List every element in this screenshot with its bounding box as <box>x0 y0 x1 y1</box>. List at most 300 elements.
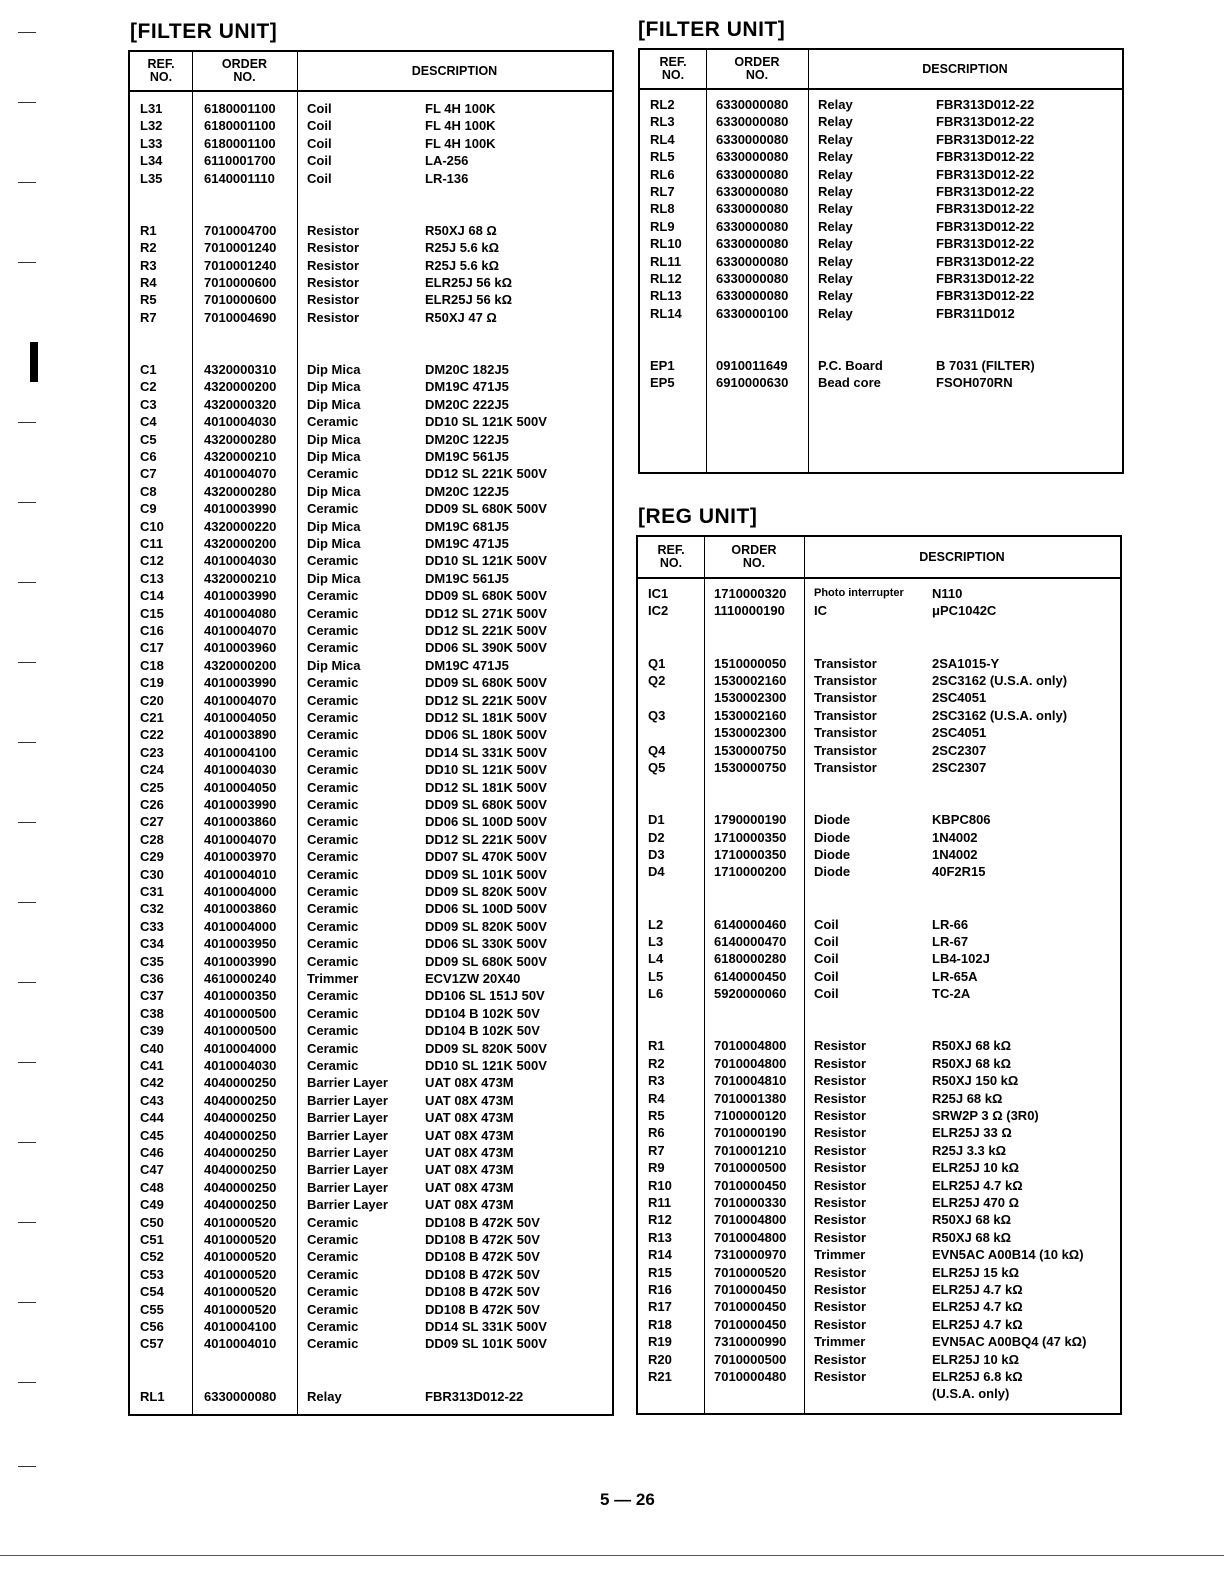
table-row <box>640 287 1122 304</box>
table-row <box>130 1040 612 1057</box>
ref-no: C37 <box>140 988 164 1004</box>
ref-no: C38 <box>140 1005 164 1021</box>
ref-no: C27 <box>140 814 164 830</box>
table-row <box>640 113 1122 130</box>
ref-no: D4 <box>648 864 665 880</box>
part-spec: UAT 08X 473M <box>425 1197 514 1213</box>
part-spec: DD12 SL 271K 500V <box>425 605 547 621</box>
ref-no: RL7 <box>650 184 675 199</box>
ref-no: L31 <box>140 101 163 116</box>
part-type: Coil <box>814 986 839 1002</box>
order-no: 4010000500 <box>204 1023 277 1039</box>
part-type: Resistor <box>307 222 360 238</box>
ref-no: C30 <box>140 866 164 882</box>
ref-no: C39 <box>140 1023 164 1039</box>
order-no: 4040000250 <box>204 1179 277 1195</box>
ref-no: C22 <box>140 727 164 743</box>
table-row <box>638 1142 1120 1159</box>
order-no: 7010000480 <box>714 1369 787 1384</box>
order-no: 4320000210 <box>204 570 277 586</box>
table-row <box>130 744 612 761</box>
table-row <box>130 257 612 274</box>
order-no: 6140000460 <box>714 916 787 932</box>
ref-no: C47 <box>140 1162 164 1178</box>
ref-no: R2 <box>140 240 157 256</box>
table-row <box>130 639 612 656</box>
table-row <box>638 724 1120 741</box>
order-no: 1510000050 <box>714 655 787 671</box>
table-row <box>640 357 1122 374</box>
order-no: 4320000200 <box>204 379 277 395</box>
table-row <box>638 829 1120 846</box>
part-type: P.C. Board <box>818 358 883 373</box>
part-type: Ceramic <box>307 831 359 847</box>
table-row <box>130 1301 612 1318</box>
order-no: 4010003860 <box>204 901 277 917</box>
order-no: 7010000520 <box>714 1264 787 1280</box>
order-no: 4010000350 <box>204 988 277 1004</box>
part-spec: ELR25J 4.7 kΩ <box>932 1316 1023 1332</box>
part-spec: DD09 SL 680K 500V <box>425 501 547 517</box>
table-row <box>638 637 1120 654</box>
order-no: 1530002160 <box>714 707 787 723</box>
table-row <box>638 1351 1120 1368</box>
table-row <box>638 1020 1120 1037</box>
table-row <box>130 518 612 535</box>
part-spec: DD09 SL 680K 500V <box>425 953 547 969</box>
part-type: Ceramic <box>307 1284 359 1300</box>
part-spec: FBR313D012-22 <box>936 201 1035 217</box>
order-no: 4320000310 <box>204 362 277 377</box>
table-row <box>638 898 1120 915</box>
ref-no: RL10 <box>650 236 682 252</box>
ref-no: C52 <box>140 1249 164 1265</box>
right-filter-title: [FILTER UNIT] <box>638 18 786 41</box>
part-type: Resistor <box>814 1177 867 1193</box>
order-no: 4010004100 <box>204 744 277 760</box>
table-row <box>130 378 612 395</box>
ref-no: C3 <box>140 396 157 412</box>
ref-no: C24 <box>140 762 164 778</box>
table-row <box>130 1127 612 1144</box>
ref-no: C16 <box>140 623 164 638</box>
table-row <box>130 1005 612 1022</box>
order-no: 6140000470 <box>714 934 787 949</box>
order-no: 4320000200 <box>204 657 277 673</box>
table-row <box>130 500 612 517</box>
ref-no: Q3 <box>648 707 666 723</box>
table-row <box>638 968 1120 985</box>
ref-no: L6 <box>648 986 664 1002</box>
part-type: Transistor <box>814 673 877 688</box>
table-row <box>130 987 612 1004</box>
ref-no: C53 <box>140 1266 164 1282</box>
part-spec: R25J 5.6 kΩ <box>425 257 500 273</box>
part-spec: DD09 SL 101K 500V <box>425 866 547 882</box>
part-type: Ceramic <box>307 918 359 934</box>
part-type: Relay <box>818 305 853 321</box>
ref-no: EP5 <box>650 375 675 391</box>
part-spec: LR-67 <box>932 934 969 949</box>
order-no: 4010003950 <box>204 936 277 952</box>
table-row <box>130 1335 612 1352</box>
table-row <box>638 1107 1120 1124</box>
part-spec: μPC1042C <box>932 603 997 619</box>
table-row <box>130 1388 612 1405</box>
left-filter-table <box>128 50 614 1416</box>
part-spec: FSOH070RN <box>936 375 1013 391</box>
table-row <box>130 1196 612 1213</box>
part-spec: UAT 08X 473M <box>425 1092 514 1108</box>
table-row <box>640 253 1122 270</box>
part-spec: DM19C 471J5 <box>425 536 509 551</box>
part-type: Ceramic <box>307 1214 359 1230</box>
order-no: 6180000280 <box>714 951 787 967</box>
order-no: 4320000220 <box>204 518 277 534</box>
table-row <box>130 291 612 308</box>
order-no: 1530000750 <box>714 742 787 758</box>
order-no: 6330000080 <box>716 97 789 112</box>
part-spec: DD06 SL 100D 500V <box>425 814 547 830</box>
table-row <box>638 620 1120 637</box>
part-spec: DD12 SL 181K 500V <box>425 779 547 795</box>
order-no: 1710000200 <box>714 864 787 880</box>
part-type: Resistor <box>814 1369 867 1384</box>
ref-no: RL12 <box>650 271 682 286</box>
order-no: 4040000250 <box>204 1092 277 1108</box>
part-spec: LR-136 <box>425 170 469 186</box>
ref-no: C48 <box>140 1179 164 1195</box>
part-spec: DD10 SL 121K 500V <box>425 762 547 778</box>
order-no: 6330000080 <box>716 236 789 252</box>
table-row <box>638 1316 1120 1333</box>
table-row <box>130 274 612 291</box>
ref-no: C49 <box>140 1197 164 1213</box>
part-type: Trimmer <box>814 1334 866 1350</box>
order-no: 4320000280 <box>204 431 277 447</box>
table-row <box>130 1353 612 1370</box>
table-row <box>638 811 1120 828</box>
order-no: 6180001100 <box>204 135 276 151</box>
ref-no: C23 <box>140 744 164 760</box>
part-spec: DM19C 471J5 <box>425 657 509 673</box>
order-no: 4040000250 <box>204 1162 277 1178</box>
order-no: 7010000600 <box>204 292 277 308</box>
part-spec: EVN5AC A00BQ4 (47 kΩ) <box>932 1334 1087 1350</box>
order-no: 4010004000 <box>204 884 277 899</box>
table-row <box>640 96 1122 113</box>
table-row <box>130 883 612 900</box>
part-spec: ELR25J 56 kΩ <box>425 292 513 308</box>
table-row <box>130 970 612 987</box>
order-no: 7010001210 <box>714 1142 787 1158</box>
table-row <box>638 776 1120 793</box>
table-row <box>638 602 1120 619</box>
ref-no: L2 <box>648 916 664 932</box>
part-spec: DD14 SL 331K 500V <box>425 1319 547 1334</box>
part-type: Relay <box>818 97 853 112</box>
part-type: Relay <box>307 1388 342 1404</box>
table-row <box>640 235 1122 252</box>
part-type: Coil <box>307 170 332 186</box>
table-row <box>130 813 612 830</box>
ref-no: R5 <box>648 1108 665 1123</box>
order-no: 4610000240 <box>204 971 277 986</box>
part-type: Diode <box>814 829 851 845</box>
part-spec: 2SC2307 <box>932 760 987 775</box>
ref-no: C34 <box>140 936 164 952</box>
ref-no: C14 <box>140 588 164 604</box>
part-type: IC <box>814 603 827 619</box>
table-row <box>638 916 1120 933</box>
table-row <box>130 344 612 361</box>
part-type: Resistor <box>814 1264 867 1280</box>
part-type: Ceramic <box>307 1005 359 1021</box>
order-no: 4010000520 <box>204 1266 277 1282</box>
table-row <box>130 413 612 430</box>
part-type: Coil <box>814 968 839 984</box>
ref-no: C32 <box>140 901 164 917</box>
order-no: 4040000250 <box>204 1110 277 1126</box>
part-spec: DD12 SL 221K 500V <box>425 623 547 638</box>
ref-no: R16 <box>648 1282 672 1297</box>
ref-no: L4 <box>648 951 664 967</box>
part-type: Coil <box>814 934 839 949</box>
table-row <box>130 309 612 326</box>
part-spec: ELR25J 33 Ω <box>932 1125 1012 1141</box>
table-row <box>130 431 612 448</box>
part-spec: R50XJ 150 kΩ <box>932 1073 1019 1089</box>
part-spec: EVN5AC A00B14 (10 kΩ) <box>932 1247 1084 1263</box>
order-no: 6330000080 <box>716 114 789 130</box>
ref-no: L5 <box>648 968 664 984</box>
order-no: 4010004030 <box>204 553 277 569</box>
table-row <box>638 672 1120 689</box>
table-row <box>638 742 1120 759</box>
ref-no: C55 <box>140 1301 164 1317</box>
ref-no: C7 <box>140 466 157 482</box>
part-type: Relay <box>818 149 853 165</box>
ref-no: R4 <box>140 275 157 290</box>
part-type: Resistor <box>307 309 360 325</box>
ref-no: RL14 <box>650 305 682 321</box>
part-spec: UAT 08X 473M <box>425 1075 514 1091</box>
ref-no: R11 <box>648 1195 672 1210</box>
table-row <box>640 374 1122 391</box>
table-row <box>638 1090 1120 1107</box>
order-no: 7310000990 <box>714 1334 787 1350</box>
order-no: 6180001100 <box>204 101 276 116</box>
ref-no: RL2 <box>650 97 675 112</box>
table-row <box>638 1159 1120 1176</box>
left-filter-title: [FILTER UNIT] <box>130 20 278 43</box>
table-row <box>638 1229 1120 1246</box>
order-no: 4010000520 <box>204 1249 277 1265</box>
table-row <box>130 117 612 134</box>
part-spec: DD12 SL 221K 500V <box>425 692 547 708</box>
order-no: 4010003990 <box>204 675 277 691</box>
ref-no: R7 <box>140 309 157 325</box>
part-type: Diode <box>814 812 851 828</box>
part-type: Relay <box>818 271 853 286</box>
order-no: 6140000450 <box>714 968 787 984</box>
ref-no: C17 <box>140 640 164 656</box>
ref-no: C13 <box>140 570 164 586</box>
table-row <box>130 1214 612 1231</box>
table-row <box>638 794 1120 811</box>
part-type: Dip Mica <box>307 431 361 447</box>
order-no: 6330000080 <box>716 184 789 199</box>
ref-no: C46 <box>140 1145 164 1160</box>
ref-no: IC2 <box>648 603 669 619</box>
order-no: 4010004070 <box>204 466 277 482</box>
order-no: 4010004000 <box>204 918 277 934</box>
table-row <box>130 465 612 482</box>
order-no: 4320000210 <box>204 449 277 464</box>
table-row <box>130 1283 612 1300</box>
table-row <box>638 1072 1120 1089</box>
ref-no: C25 <box>140 779 164 795</box>
part-spec: DD06 SL 330K 500V <box>425 936 547 952</box>
part-type: Resistor <box>814 1108 867 1123</box>
order-no: 4010004070 <box>204 831 277 847</box>
part-type: Barrier Layer <box>307 1075 388 1091</box>
part-type: Ceramic <box>307 1040 359 1056</box>
ref-no: C18 <box>140 657 164 673</box>
table-row <box>130 1266 612 1283</box>
ref-no: Q5 <box>648 760 666 775</box>
part-type: Dip Mica <box>307 362 361 377</box>
part-spec: FBR313D012-22 <box>936 149 1035 165</box>
part-spec: DD09 SL 680K 500V <box>425 588 547 604</box>
table-row <box>638 689 1120 706</box>
ref-no: C42 <box>140 1075 164 1091</box>
part-type: Relay <box>818 184 853 199</box>
part-spec: R50XJ 47 Ω <box>425 309 497 325</box>
part-type: Dip Mica <box>307 518 361 534</box>
ref-no: RL3 <box>650 114 675 130</box>
part-type: Resistor <box>814 1212 867 1228</box>
ref-no: L33 <box>140 135 163 151</box>
table-row <box>640 131 1122 148</box>
part-type: Ceramic <box>307 1023 359 1039</box>
part-spec: DD106 SL 151J 50V <box>425 988 545 1004</box>
part-type: Relay <box>818 236 853 252</box>
part-spec: FBR313D012-22 <box>936 131 1035 147</box>
part-type: Resistor <box>814 1055 867 1071</box>
part-spec: FBR313D012-22 <box>425 1388 524 1404</box>
table-row <box>130 866 612 883</box>
table-row <box>130 1161 612 1178</box>
ref-no: R15 <box>648 1264 672 1280</box>
part-type: Photo interrupter <box>814 587 904 599</box>
table-row <box>130 552 612 569</box>
table-row <box>130 761 612 778</box>
table-row <box>638 1003 1120 1020</box>
part-type: Ceramic <box>307 605 359 621</box>
part-spec: R50XJ 68 kΩ <box>932 1212 1012 1228</box>
part-type: Transistor <box>814 760 877 775</box>
part-type: Ceramic <box>307 1232 359 1247</box>
order-no: 7010004690 <box>204 309 277 325</box>
table-row <box>130 1109 612 1126</box>
order-no: 7010000500 <box>714 1351 787 1367</box>
part-spec: 40F2R15 <box>932 864 986 880</box>
order-no: 6140001110 <box>204 170 275 186</box>
part-spec: ELR25J 10 kΩ <box>932 1351 1020 1367</box>
part-spec: FBR313D012-22 <box>936 184 1035 199</box>
order-no: 4010003990 <box>204 797 277 812</box>
part-type: Ceramic <box>307 1249 359 1265</box>
order-no: 7010000450 <box>714 1299 787 1315</box>
table-row <box>130 448 612 465</box>
part-spec: ELR25J 470 Ω <box>932 1195 1020 1210</box>
ref-no: L35 <box>140 170 163 186</box>
order-no: 1530000750 <box>714 760 787 775</box>
table-row <box>638 1385 1120 1402</box>
order-no: 4010003890 <box>204 727 277 743</box>
ref-no: RL11 <box>650 253 682 269</box>
part-type: Ceramic <box>307 692 359 708</box>
table-row <box>640 218 1122 235</box>
part-spec: DM20C 122J5 <box>425 431 509 447</box>
ref-no: C36 <box>140 971 164 986</box>
order-no: 4010004030 <box>204 762 277 778</box>
part-spec: DD10 SL 121K 500V <box>425 553 547 569</box>
table-row <box>130 222 612 239</box>
part-spec: DD09 SL 680K 500V <box>425 675 547 691</box>
part-type: Resistor <box>307 257 360 273</box>
ref-no: R13 <box>648 1229 672 1245</box>
part-spec: DM19C 561J5 <box>425 570 509 586</box>
ref-no: RL6 <box>650 166 675 182</box>
part-type: Dip Mica <box>307 536 361 551</box>
part-type: Ceramic <box>307 901 359 917</box>
ref-no: C44 <box>140 1110 164 1126</box>
ref-no: R3 <box>140 257 157 273</box>
ref-no: R14 <box>648 1247 672 1263</box>
ref-no: C15 <box>140 605 164 621</box>
table-row <box>638 985 1120 1002</box>
part-spec: R50XJ 68 kΩ <box>932 1038 1012 1054</box>
table-row <box>130 1022 612 1039</box>
table-row <box>130 622 612 639</box>
part-spec: ELR25J 15 kΩ <box>932 1264 1020 1280</box>
part-spec: (U.S.A. only) <box>932 1386 1010 1402</box>
table-row <box>130 100 612 117</box>
table-row <box>130 587 612 604</box>
table-row <box>130 779 612 796</box>
order-no: 4010004100 <box>204 1319 277 1334</box>
page-number: 5 — 26 <box>600 1490 655 1509</box>
table-row <box>638 1246 1120 1263</box>
order-no: 4040000250 <box>204 1197 277 1213</box>
part-type: Trimmer <box>307 971 359 986</box>
part-spec: DD12 SL 221K 500V <box>425 831 547 847</box>
table-row <box>130 135 612 152</box>
part-type: Transistor <box>814 655 877 671</box>
ref-no: C26 <box>140 797 164 812</box>
order-no: 7010001240 <box>204 257 277 273</box>
part-type: Bead core <box>818 375 881 391</box>
ref-no: C41 <box>140 1058 164 1073</box>
order-no: 7010000330 <box>714 1195 787 1210</box>
part-type: Resistor <box>814 1038 867 1054</box>
part-spec: DD12 SL 221K 500V <box>425 466 547 482</box>
order-no: 1530002300 <box>714 690 787 706</box>
order-no: 6330000080 <box>716 149 789 165</box>
part-type: Resistor <box>814 1160 867 1176</box>
